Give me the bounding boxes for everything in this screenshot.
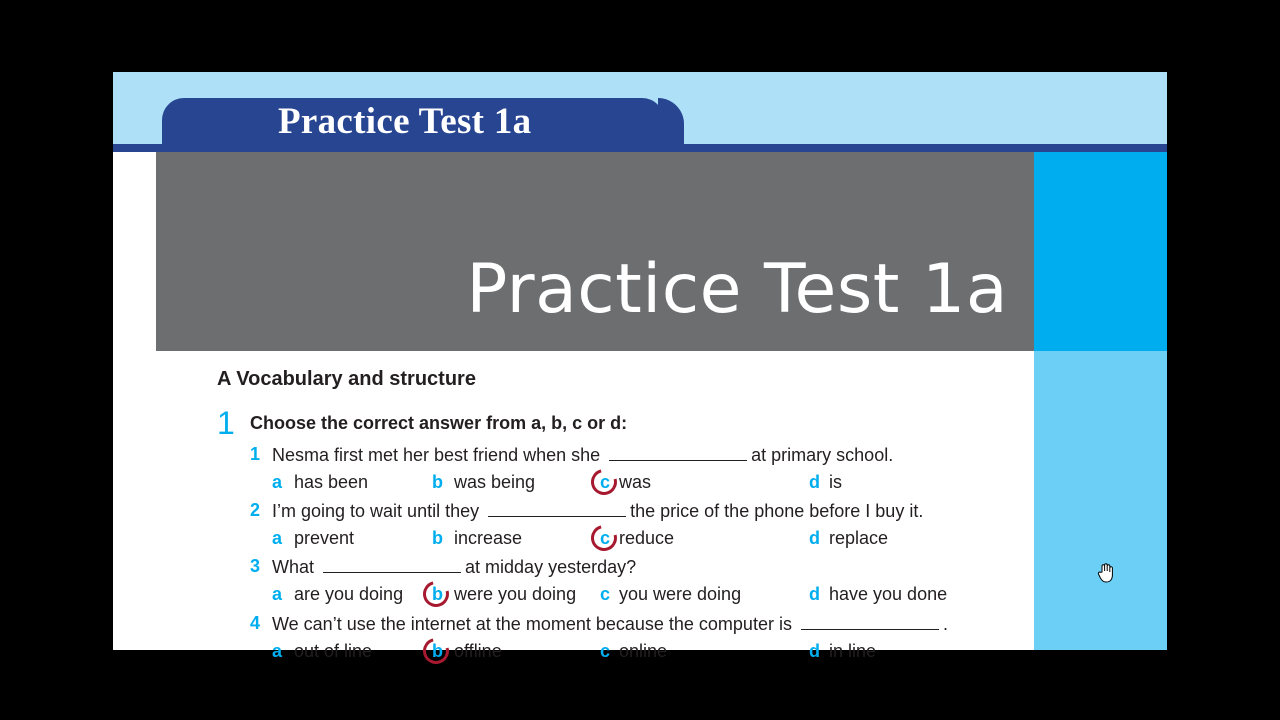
answer-circle-mark — [418, 633, 454, 669]
side-strip-bottom — [1034, 351, 1167, 650]
option-text-b[interactable]: was being — [454, 472, 536, 492]
option-text-d[interactable]: is — [829, 472, 842, 492]
option-letter-b[interactable]: b — [432, 641, 443, 661]
answer-circle-mark — [586, 464, 622, 500]
option-letter-d[interactable]: d — [809, 528, 820, 548]
exercise-number: 1 — [217, 405, 235, 441]
option-letter-a[interactable]: a — [272, 584, 283, 604]
option-text-b[interactable]: were you doing — [454, 584, 577, 604]
question-text-before: What — [272, 557, 315, 577]
question-text — [272, 556, 636, 578]
title-banner — [156, 152, 1034, 351]
option-letter-c[interactable]: c — [600, 584, 611, 604]
option-text-c[interactable]: you were doing — [619, 584, 742, 604]
answer-circle-mark — [586, 520, 622, 556]
option-text-c[interactable]: reduce — [619, 528, 675, 548]
answer-blank — [609, 444, 747, 461]
question-text-before: We can’t use the internet at the moment because the computer is — [272, 614, 792, 634]
option-letter-a[interactable]: a — [272, 641, 283, 661]
answer-blank — [323, 556, 461, 573]
question-text-before: Nesma first met her best friend when she — [272, 445, 601, 465]
side-strip-top — [1034, 152, 1167, 351]
option-text-a[interactable]: are you doing — [294, 584, 404, 604]
option-text-c[interactable]: was — [619, 472, 652, 492]
option-letter-d[interactable]: d — [809, 641, 820, 661]
question-number: 3 — [250, 556, 261, 576]
option-letter-b[interactable]: b — [432, 528, 443, 548]
exercise-instruction: Choose the correct answer from a, b, c or d: — [250, 413, 628, 433]
option-letter-d[interactable]: d — [809, 584, 820, 604]
option-letter-a[interactable]: a — [272, 472, 283, 492]
option-letter-c[interactable]: c — [600, 472, 611, 492]
option-letter-c[interactable]: c — [600, 528, 611, 548]
option-text-a[interactable]: out of line — [294, 641, 373, 661]
option-text-d[interactable]: replace — [829, 528, 889, 548]
answer-blank — [801, 613, 939, 630]
answer-circle-mark — [418, 576, 454, 612]
hand-cursor-icon — [1097, 563, 1115, 583]
question-text-after: at midday yesterday? — [465, 557, 637, 577]
option-letter-d[interactable]: d — [809, 472, 820, 492]
option-text-a[interactable]: prevent — [294, 528, 355, 548]
option-text-b[interactable]: increase — [454, 528, 523, 548]
option-letter-a[interactable]: a — [272, 528, 283, 548]
question-text — [272, 444, 893, 466]
option-letter-b[interactable]: b — [432, 584, 443, 604]
banner-title: Practice Test 1a — [466, 250, 1008, 329]
question-number: 4 — [250, 613, 261, 633]
option-text-a[interactable]: has been — [294, 472, 369, 492]
option-text-c[interactable]: online — [619, 641, 668, 661]
question-number: 1 — [250, 444, 261, 464]
question-text — [272, 613, 948, 635]
tab-title: Practice Test 1a — [278, 101, 532, 142]
option-letter-c[interactable]: c — [600, 641, 611, 661]
question-text-before: I’m going to wait until they — [272, 501, 480, 521]
question-text — [272, 500, 923, 522]
question-text-after: the price of the phone before I buy it. — [630, 501, 924, 521]
answer-blank — [488, 500, 626, 517]
option-letter-b[interactable]: b — [432, 472, 443, 492]
header-rule — [113, 144, 1167, 152]
option-text-b[interactable]: offline — [454, 641, 502, 661]
option-text-d[interactable]: have you done — [829, 584, 948, 604]
section-heading: A Vocabulary and structure — [217, 368, 476, 390]
question-text-after: . — [942, 614, 948, 634]
question-number: 2 — [250, 500, 261, 520]
document-page — [113, 72, 1167, 661]
option-text-d[interactable]: in line — [829, 641, 877, 661]
question-text-after: at primary school. — [751, 445, 894, 465]
